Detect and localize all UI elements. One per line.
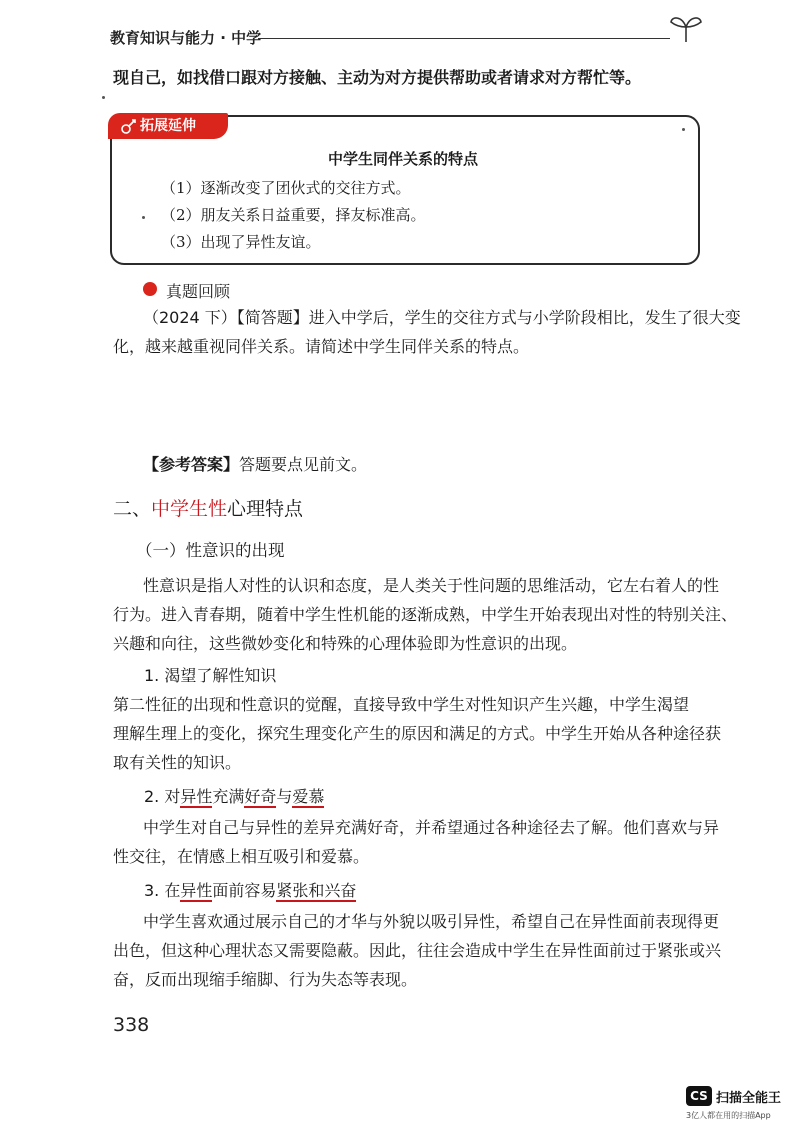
heading-text: 充满 [212, 787, 245, 806]
camscanner-logo: CS [686, 1086, 712, 1106]
heading-text: 面前容易 [212, 881, 277, 900]
para-line: 取有关性的知识。 [113, 753, 242, 772]
scan-speck [102, 96, 105, 99]
running-header: 教育知识与能力 · 中学 [110, 29, 262, 47]
section-prefix: 二、 [113, 498, 152, 520]
expansion-item: （1）逐渐改变了团伙式的交往方式。 [161, 179, 411, 197]
intro-line: 现自己，如找借口跟对方接触、主动为对方提供帮助或者请求对方帮忙等。 [113, 68, 642, 87]
para-line: 性交往，在情感上相互吸引和爱慕。 [113, 847, 370, 866]
point-heading-1: 1. 渴望了解性知识 [144, 666, 277, 685]
expansion-title: 中学生同伴关系的特点 [327, 150, 478, 168]
answer-label: 【参考答案】 [143, 455, 240, 474]
camscanner-name: 扫描全能王 [716, 1091, 782, 1106]
para-line: 第二性征的出现和性意识的觉醒，直接导致中学生对性知识产生兴趣，中学生渴望 [113, 695, 690, 714]
para-line: 出色，但这种心理状态又需要隐蔽。因此，往往会造成中学生在异性面前过于紧张或兴 [113, 941, 722, 960]
point-heading-3 [144, 880, 356, 902]
expansion-item: （2）朋友关系日益重要，择友标准高。 [161, 206, 426, 224]
exam-question-line: 化，越来越重视同伴关系。请简述中学生同伴关系的特点。 [113, 337, 530, 356]
section-title-rest: 心理特点 [227, 498, 304, 520]
pen-icon [120, 117, 138, 135]
heading-underline: 紧张和兴奋 [276, 881, 357, 900]
para-line: 中学生对自己与异性的差异充满好奇，并希望通过各种途径去了解。他们喜欢与异 [143, 818, 720, 837]
heading-underline: 爱慕 [292, 787, 325, 806]
sprout-icon [668, 10, 704, 44]
heading-underline: 异性 [180, 881, 213, 900]
header-rule [258, 38, 670, 39]
exam-icon [143, 282, 157, 296]
camscanner-tagline: 3亿人都在用的扫描App [686, 1111, 771, 1120]
para-line: 中学生喜欢通过展示自己的才华与外貌以吸引异性，希望自己在异性面前表现得更 [143, 912, 720, 931]
heading-underline: 异性 [180, 787, 213, 806]
page-number: 338 [113, 1014, 150, 1036]
para-line: 奋，反而出现缩手缩脚、行为失态等表现。 [113, 970, 418, 989]
section-title [113, 496, 303, 522]
expansion-tag-label: 拓展延伸 [140, 118, 196, 134]
answer-line [143, 454, 367, 476]
heading-underline: 好奇 [244, 787, 277, 806]
para-line: 性意识是指人对性的认识和态度，是人类关于性问题的思维活动，它左右着人的性 [143, 576, 720, 595]
expansion-item: （3）出现了异性友谊。 [161, 233, 321, 251]
answer-text: 答题要点见前文。 [239, 455, 368, 474]
exam-heading: 真题回顾 [166, 282, 231, 301]
section-title-highlight: 中学生性 [151, 498, 228, 520]
point-heading-2 [144, 786, 324, 808]
subsection-title: （一）性意识的出现 [136, 541, 285, 560]
para-line: 兴趣和向往，这些微妙变化和特殊的心理体验即为性意识的出现。 [113, 634, 578, 653]
heading-text: 2. 对 [144, 787, 181, 806]
heading-text: 与 [276, 787, 293, 806]
exam-question-line: （2024 下）【简答题】进入中学后，学生的交往方式与小学阶段相比，发生了很大变 [143, 308, 741, 327]
para-line: 理解生理上的变化，探究生理变化产生的原因和满足的方式。中学生开始从各种途径获 [113, 724, 722, 743]
heading-text: 3. 在 [144, 881, 181, 900]
para-line: 行为。进入青春期，随着中学生性机能的逐渐成熟，中学生开始表现出对性的特别关注、 [113, 605, 738, 624]
